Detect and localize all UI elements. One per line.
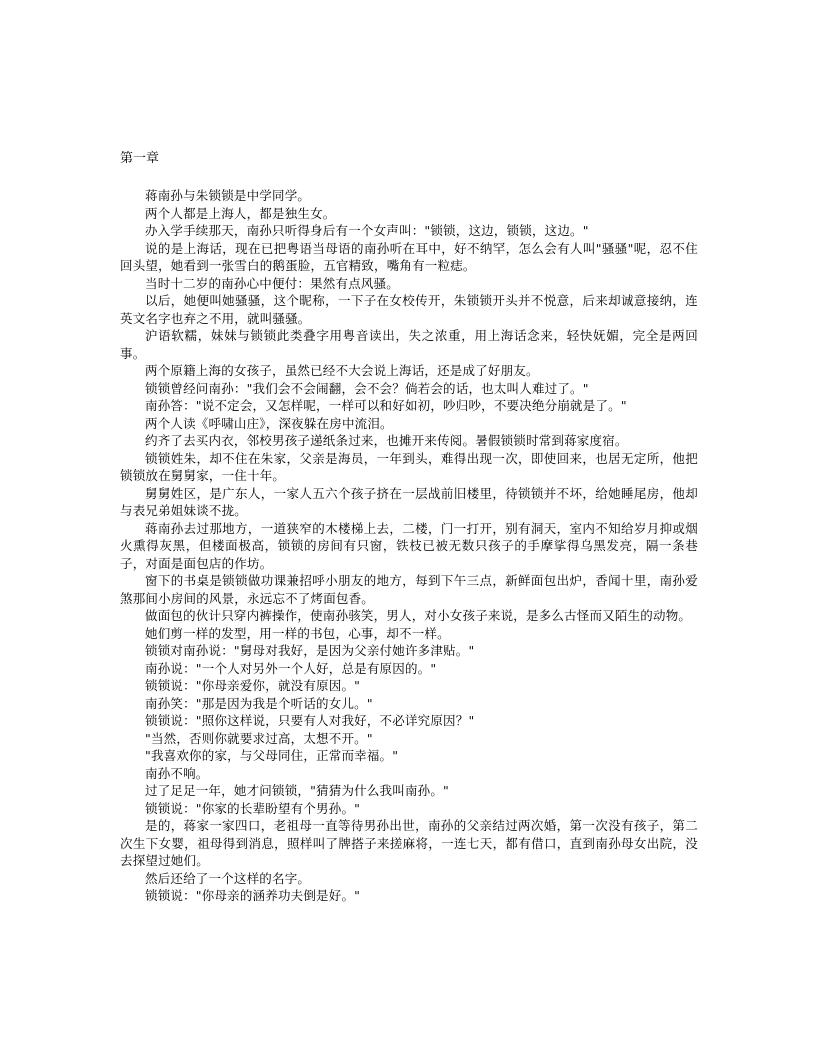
paragraph: "我喜欢你的家，与父母同住，正常而幸福。" [145, 748, 399, 763]
paragraph: "当然，否则你就要求过高，太想不开。" [145, 730, 373, 746]
paragraph: 做面包的伙计只穿内裤操作，使南孙骇笑，男人，对小女孩子来说，是多么古怪而又陌生的动物。 [145, 608, 692, 623]
paragraph: 锁锁说："你母亲的涵养功夫倒是好。" [145, 888, 361, 903]
paragraph: 锁锁说："照你这样说，只要有人对我好，不必详究原因？" [145, 713, 475, 728]
paragraph: 南孙说："一个人对另外一个人好，总是有原因的。" [145, 660, 437, 676]
paragraph: 蒋南孙去过那地方，一道狭窄的木楼梯上去，二楼，门一打开，别有洞天，室内不知给岁月抑或烟火熏得灰黑，但楼面极高，锁锁的房间有只窗，铁枝已被无数只孩子的手摩挲得乌黑发亮，隔一条巷子，对面是面包店的作坊。 [120, 520, 698, 571]
paragraph: 是的，蒋家一家四口，老祖母一直等待男孙出世，南孙的父亲结过两次婚，第一次没有孩子，第二次生下女婴，祖母得到消息，照样叫了牌搭子来搓麻将，一连七天，都有借口，直到南孙母女出院，没去探望过她们。 [120, 818, 698, 868]
paragraph: 当时十二岁的南孙心中便付：果然有点风骚。 [145, 275, 400, 291]
paragraph: 两个原籍上海的女孩子，虽然已经不大会说上海话，还是成了好朋友。 [145, 363, 539, 378]
paragraph: 她们剪一样的发型，用一样的书包，心事，却不一样。 [145, 625, 450, 641]
paragraph: 南孙不响。 [145, 765, 209, 781]
paragraph: 窗下的书桌是锁锁做功课兼招呼小朋友的地方，每到下午三点，新鲜面包出炉，香闻十里，南孙爱煞那间小房间的风景，永远忘不了烤面包香。 [120, 573, 698, 606]
paragraph: 舅舅姓区，是广东人，一家人五六个孩子挤在一层战前旧楼里，待锁锁并不坏，给她睡尾房，他却与表兄弟姐妹谈不拢。 [120, 485, 698, 518]
paragraph: 说的是上海话，现在已把粤语当母语的南孙听在耳中，好不纳罕，怎么会有人叫"骚骚"呢，忍不住回头望，她看到一张雪白的鹅蛋脸，五官精致，嘴角有一粒痣。 [120, 240, 698, 273]
chapter-title: 第一章 [120, 151, 160, 166]
paragraph: 过了足足一年，她才问锁锁，"猜猜为什么我叫南孙。" [145, 783, 449, 798]
paragraph: 办入学手续那天，南孙只听得身后有一个女声叫："锁锁，这边，锁锁，这边。" [145, 223, 589, 238]
chapter-body [120, 187, 698, 905]
paragraph: 锁锁曾经问南孙："我们会不会闹翻，会不会？倘若会的话，也太叫人难过了。" [145, 380, 589, 396]
paragraph: 锁锁对南孙说："舅母对我好，是因为父亲付她许多津贴。" [145, 643, 475, 658]
paragraph: 南孙答："说不定会，又怎样呢，一样可以和好如初，吵归吵，不要决绝分崩就是了。" [145, 398, 627, 413]
paragraph: 锁锁说："你家的长辈盼望有个男孙。" [145, 800, 361, 816]
paragraph: 锁锁说："你母亲爱你，就没有原因。" [145, 678, 361, 693]
paragraph: 约齐了去买内衣，邻校男孩子递纸条过来，也摊开来传阅。暑假锁锁时常到蒋家度宿。 [145, 433, 628, 448]
paragraph: 两个人读《呼啸山庄》，深夜躲在房中流泪。 [145, 415, 393, 431]
paragraph: 沪语软糯，妹妹与锁锁此类叠字用粤音读出，失之浓重，用上海话念来，轻快妩媚，完全是两回事。 [120, 328, 698, 361]
paragraph: 南孙笑："那是因为我是个听话的女儿。" [145, 695, 373, 711]
paragraph: 以后，她便叫她骚骚，这个昵称，一下子在女校传开，朱锁锁开头并不悦意，后来却诚意接纳，连英文名字也弃之不用，就叫骚骚。 [120, 293, 698, 326]
paragraph: 蒋南孙与朱锁锁是中学同学。 [145, 188, 311, 203]
paragraph: 然后还给了一个这样的名字。 [145, 870, 311, 886]
paragraph: 两个人都是上海人，都是独生女。 [145, 205, 336, 221]
paragraph: 锁锁姓朱，却不住在朱家，父亲是海员，一年到头，难得出现一次，即使回来，也居无定所，他把锁锁放在舅舅家，一住十年。 [120, 450, 698, 483]
